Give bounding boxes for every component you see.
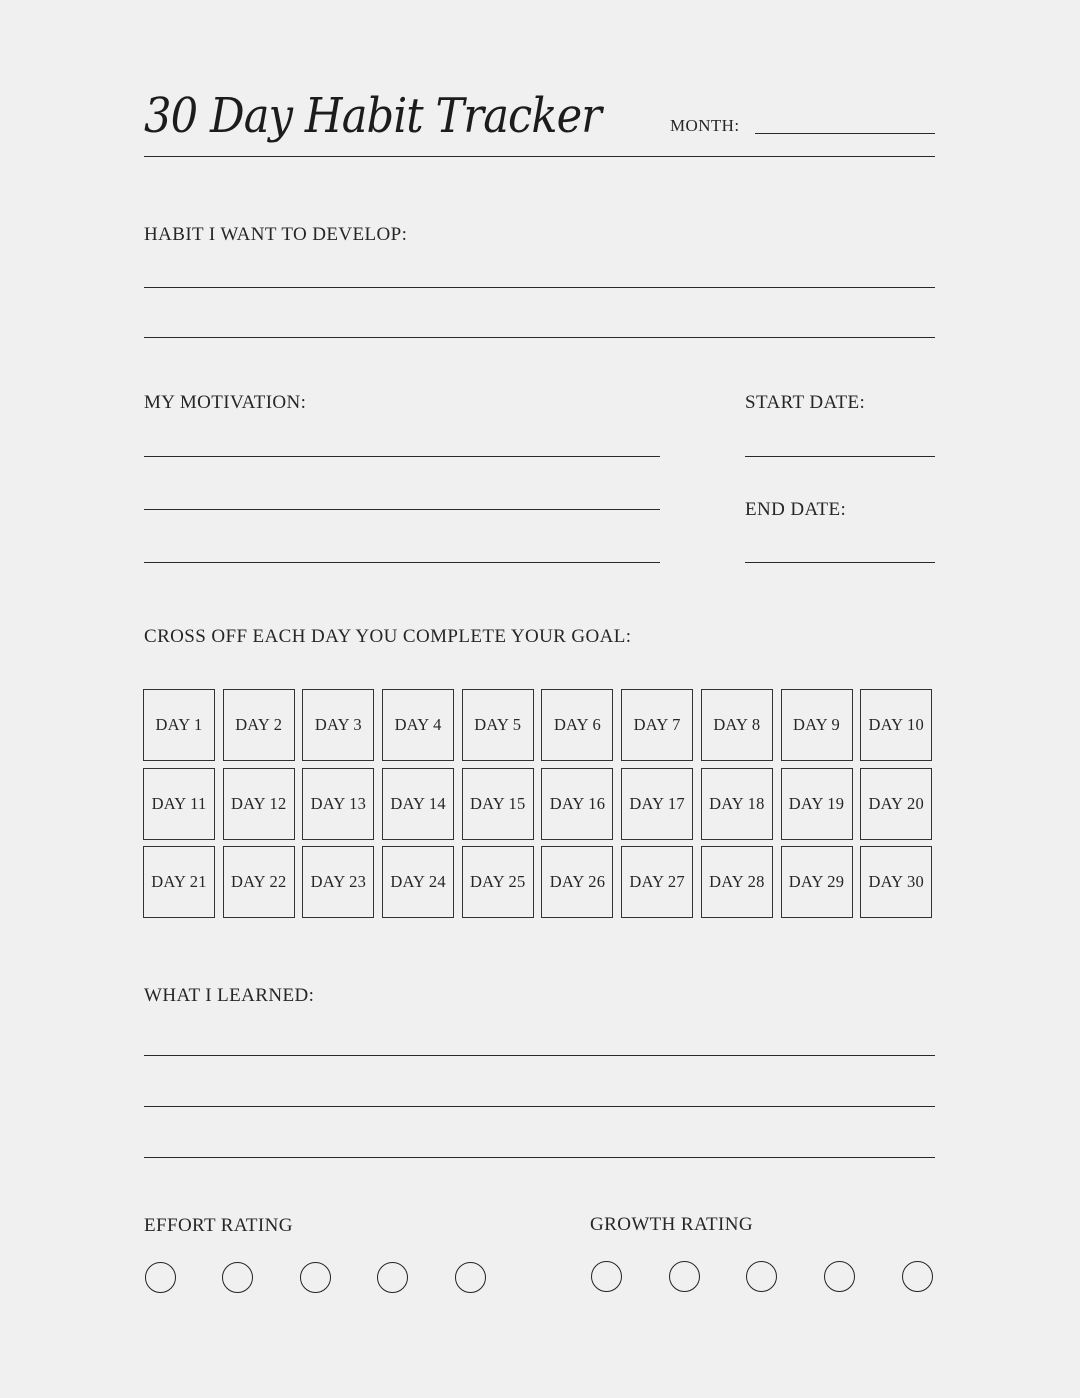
motivation-line-2[interactable] bbox=[144, 509, 660, 510]
learned-line-2[interactable] bbox=[144, 1106, 935, 1107]
day-box[interactable]: DAY 9 bbox=[781, 689, 853, 761]
month-input-line[interactable] bbox=[755, 133, 935, 134]
day-box[interactable]: DAY 5 bbox=[462, 689, 534, 761]
growth-rating-circle-5[interactable] bbox=[902, 1261, 933, 1292]
learned-line-3[interactable] bbox=[144, 1157, 935, 1158]
page-title: 30 Day Habit Tracker bbox=[144, 88, 602, 144]
end-date-label: END DATE: bbox=[745, 499, 847, 520]
motivation-line-1[interactable] bbox=[144, 456, 660, 457]
day-box[interactable]: DAY 12 bbox=[223, 768, 295, 840]
day-box[interactable]: DAY 22 bbox=[223, 846, 295, 918]
habit-label: HABIT I WANT TO DEVELOP: bbox=[144, 224, 408, 245]
tracker-instruction: CROSS OFF EACH DAY YOU COMPLETE YOUR GOAL: bbox=[144, 626, 632, 647]
day-box[interactable]: DAY 16 bbox=[541, 768, 613, 840]
day-box[interactable]: DAY 25 bbox=[462, 846, 534, 918]
day-box[interactable]: DAY 15 bbox=[462, 768, 534, 840]
day-box[interactable]: DAY 11 bbox=[143, 768, 215, 840]
learned-label: WHAT I LEARNED: bbox=[144, 985, 315, 1006]
growth-rating-circle-3[interactable] bbox=[746, 1261, 777, 1292]
growth-rating-label: GROWTH RATING bbox=[590, 1214, 753, 1235]
growth-rating-circle-2[interactable] bbox=[669, 1261, 700, 1292]
day-box[interactable]: DAY 2 bbox=[223, 689, 295, 761]
day-box[interactable]: DAY 18 bbox=[701, 768, 773, 840]
day-box[interactable]: DAY 27 bbox=[621, 846, 693, 918]
day-box[interactable]: DAY 7 bbox=[621, 689, 693, 761]
habit-line-1[interactable] bbox=[144, 287, 935, 288]
day-box[interactable]: DAY 23 bbox=[302, 846, 374, 918]
month-label: MONTH: bbox=[670, 116, 740, 135]
day-box[interactable]: DAY 19 bbox=[781, 768, 853, 840]
effort-rating-circle-5[interactable] bbox=[455, 1262, 486, 1293]
habit-line-2[interactable] bbox=[144, 337, 935, 338]
day-box[interactable]: DAY 4 bbox=[382, 689, 454, 761]
day-box[interactable]: DAY 3 bbox=[302, 689, 374, 761]
day-box[interactable]: DAY 14 bbox=[382, 768, 454, 840]
day-box[interactable]: DAY 24 bbox=[382, 846, 454, 918]
day-box[interactable]: DAY 21 bbox=[143, 846, 215, 918]
day-box[interactable]: DAY 13 bbox=[302, 768, 374, 840]
start-date-label: START DATE: bbox=[745, 392, 866, 413]
effort-rating-circle-4[interactable] bbox=[377, 1262, 408, 1293]
motivation-label: MY MOTIVATION: bbox=[144, 392, 307, 413]
day-box[interactable]: DAY 28 bbox=[701, 846, 773, 918]
day-box[interactable]: DAY 10 bbox=[860, 689, 932, 761]
learned-line-1[interactable] bbox=[144, 1055, 935, 1056]
day-box[interactable]: DAY 1 bbox=[143, 689, 215, 761]
day-grid bbox=[143, 689, 935, 918]
effort-rating-circle-3[interactable] bbox=[300, 1262, 331, 1293]
motivation-line-3[interactable] bbox=[144, 562, 660, 563]
day-box[interactable]: DAY 20 bbox=[860, 768, 932, 840]
effort-rating-circle-1[interactable] bbox=[145, 1262, 176, 1293]
effort-rating-circle-2[interactable] bbox=[222, 1262, 253, 1293]
growth-rating-circle-1[interactable] bbox=[591, 1261, 622, 1292]
header-divider bbox=[144, 156, 935, 157]
effort-rating-label: EFFORT RATING bbox=[144, 1215, 293, 1236]
day-box[interactable]: DAY 29 bbox=[781, 846, 853, 918]
end-date-line[interactable] bbox=[745, 562, 935, 563]
day-box[interactable]: DAY 17 bbox=[621, 768, 693, 840]
day-box[interactable]: DAY 26 bbox=[541, 846, 613, 918]
day-box[interactable]: DAY 8 bbox=[701, 689, 773, 761]
day-box[interactable]: DAY 30 bbox=[860, 846, 932, 918]
growth-rating-circle-4[interactable] bbox=[824, 1261, 855, 1292]
day-box[interactable]: DAY 6 bbox=[541, 689, 613, 761]
start-date-line[interactable] bbox=[745, 456, 935, 457]
